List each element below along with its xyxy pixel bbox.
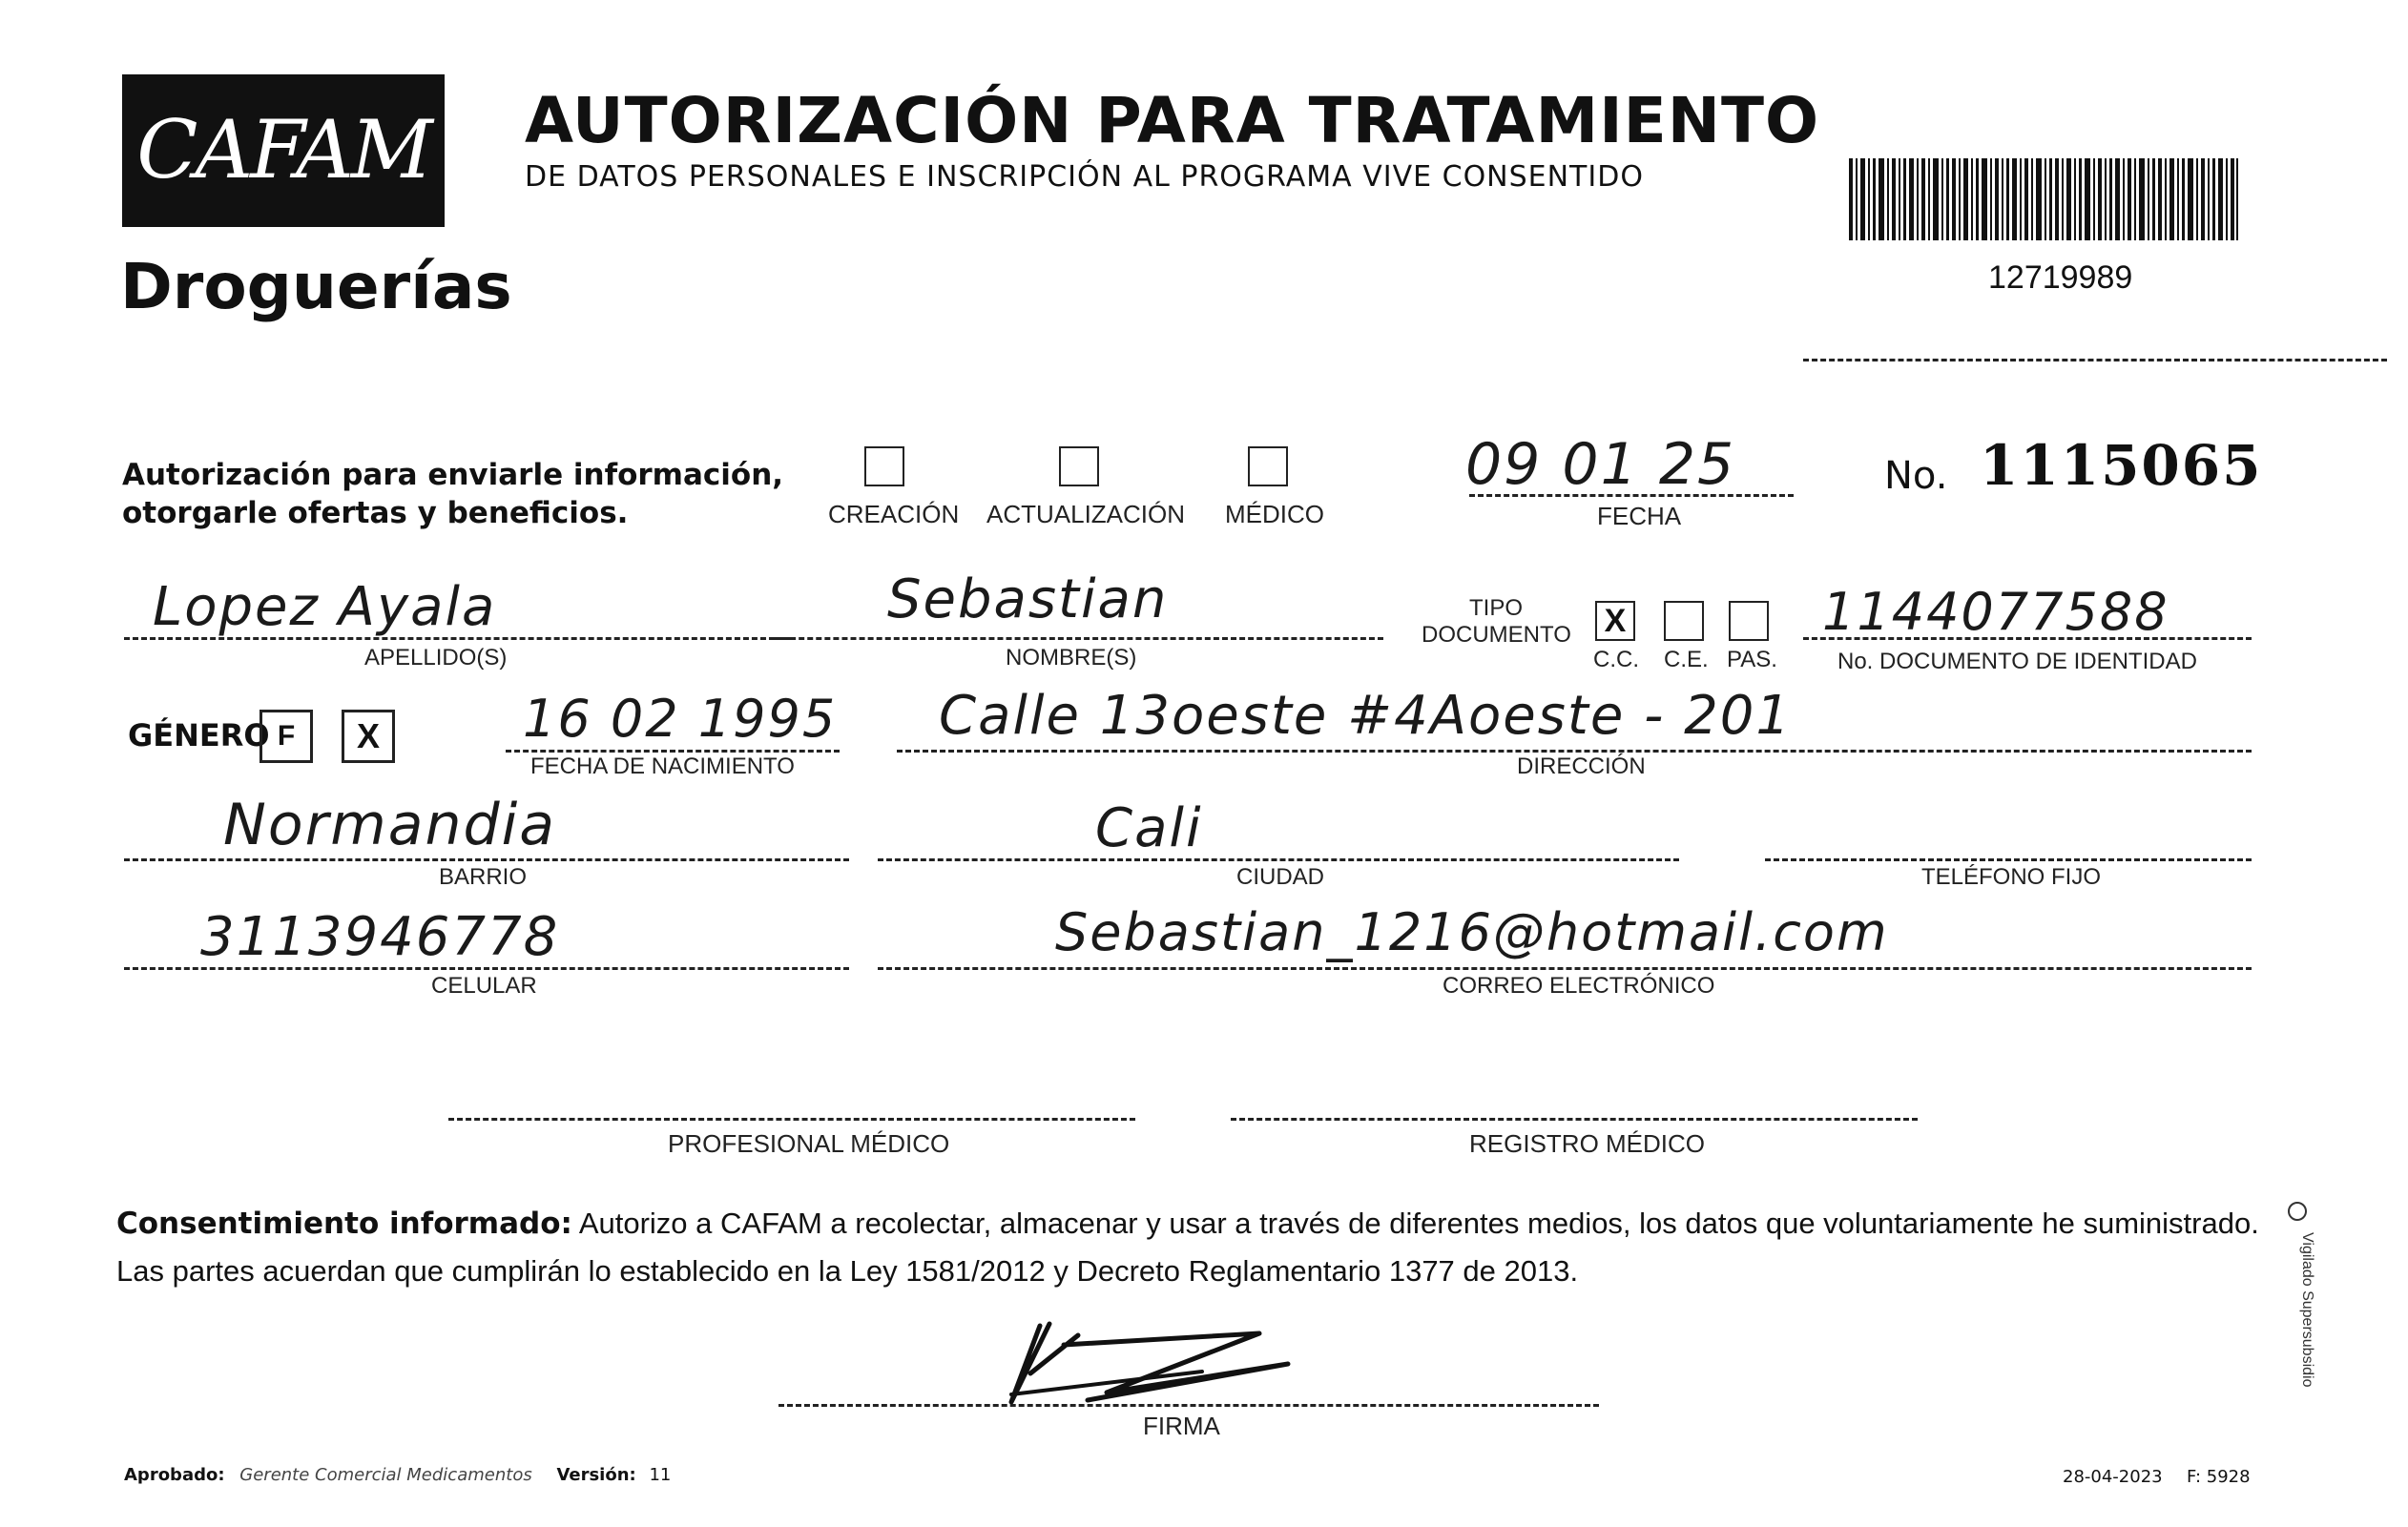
consent-paragraph (116, 1200, 2263, 1295)
barcode-number: 12719989 (1988, 259, 2133, 296)
firma-line[interactable] (778, 1404, 1599, 1407)
aprobado-value: Gerente Comercial Medicamentos (239, 1465, 532, 1485)
barrio-label: BARRIO (439, 864, 528, 890)
barrio-line (124, 858, 849, 861)
fecha-value[interactable]: 09 01 25 (1465, 431, 1736, 498)
ciudad-label: CIUDAD (1236, 864, 1325, 890)
correo-line (878, 967, 2252, 970)
consent-text-1: Autorizo a CAFAM a recolectar, almacenar y usar a través de diferentes medios, los datos que voluntariamente he suministrado. (571, 1207, 2259, 1240)
celular-label: CELULAR (431, 973, 537, 999)
genero-label: GÉNERO (128, 717, 270, 753)
version-value: 11 (649, 1465, 672, 1485)
registro-line[interactable] (1231, 1118, 1918, 1121)
nombres-label: NOMBRE(S) (1006, 645, 1137, 671)
documento-line (1803, 637, 2252, 640)
profesional-line[interactable] (448, 1118, 1135, 1121)
nacimiento-line (506, 750, 840, 753)
brand-subtitle: Droguerías (120, 250, 512, 323)
tipo-label-1: TIPO (1469, 595, 1524, 621)
consent-line-1 (116, 1200, 2263, 1248)
documento-label: No. DOCUMENTO DE IDENTIDAD (1837, 649, 2197, 674)
pas-checkbox[interactable] (1729, 601, 1769, 641)
apellidos-label: APELLIDO(S) (364, 645, 508, 671)
celular-value[interactable]: 3113946778 (200, 906, 560, 968)
correo-label: CORREO ELECTRÓNICO (1443, 973, 1715, 999)
ciudad-value[interactable]: Cali (1095, 797, 1203, 859)
creacion-checkbox[interactable] (864, 446, 904, 486)
celular-line (124, 967, 849, 970)
intro-line-2: otorgarle ofertas y beneficios. (122, 496, 629, 530)
tipo-label-2: DOCUMENTO (1422, 622, 1571, 648)
nombres-value[interactable]: Sebastian (887, 568, 1169, 630)
apellidos-value[interactable]: Lopez Ayala (153, 576, 497, 638)
correo-value[interactable]: Sebastian_1216@hotmail.com (1055, 902, 1889, 962)
apellidos-line (124, 637, 792, 640)
nacimiento-value[interactable]: 16 02 1995 (523, 689, 838, 749)
header-divider (1803, 359, 2387, 361)
genero-m-checkbox[interactable]: X (342, 710, 395, 763)
intro-line-1: Autorización para enviarle información, (122, 458, 784, 492)
ce-checkbox[interactable] (1664, 601, 1704, 641)
direccion-label: DIRECCIÓN (1517, 753, 1646, 779)
cc-checkbox[interactable]: X (1595, 601, 1635, 641)
folio-number: 1115065 (1980, 433, 2263, 498)
direccion-value[interactable]: Calle 13oeste #4Aoeste - 201 (939, 685, 1793, 747)
creacion-label: CREACIÓN (828, 500, 960, 528)
barrio-value[interactable]: Normandia (223, 792, 557, 858)
profesional-label: PROFESIONAL MÉDICO (668, 1129, 950, 1158)
consent-bold: Consentimiento informado: (116, 1207, 572, 1241)
telefono-line[interactable] (1765, 858, 2252, 861)
pas-label: PAS. (1727, 647, 1777, 672)
form-title: AUTORIZACIÓN PARA TRATAMIENTO (525, 84, 1820, 157)
fecha-label: FECHA (1597, 502, 1682, 530)
ce-label: C.E. (1664, 647, 1709, 672)
side-text: Vigilado Supersubsidio (2299, 1232, 2315, 1388)
nombres-line (773, 637, 1383, 640)
aprobado-label: Aprobado: (124, 1465, 225, 1485)
footer-form-code: F: 5928 (2187, 1467, 2251, 1487)
documento-value[interactable]: 1144077588 (1822, 582, 2169, 642)
footer-date: 28-04-2023 (2063, 1467, 2163, 1487)
telefono-label: TELÉFONO FIJO (1921, 864, 2102, 890)
medico-checkbox[interactable] (1248, 446, 1288, 486)
ciudad-line (878, 858, 1679, 861)
barcode-graphic (1849, 158, 2238, 240)
intro-text (122, 456, 783, 532)
footer-approval (124, 1465, 671, 1485)
direccion-line (897, 750, 2252, 753)
actualizacion-checkbox[interactable] (1059, 446, 1099, 486)
form-subtitle: DE DATOS PERSONALES E INSCRIPCIÓN AL PROGRAMA VIVE CONSENTIDO (525, 160, 1644, 194)
folio-prefix: No. (1884, 454, 1948, 498)
fecha-line (1469, 494, 1794, 497)
version-label: Versión: (556, 1465, 636, 1485)
consent-line-2: Las partes acuerdan que cumplirán lo establecido en la Ley 1581/2012 y Decreto Reglamentario 1377 de 2013. (116, 1254, 1579, 1288)
genero-f-checkbox[interactable]: F (259, 710, 313, 763)
registro-label: REGISTRO MÉDICO (1469, 1129, 1706, 1158)
firma-label: FIRMA (1143, 1412, 1220, 1440)
cc-label: C.C. (1593, 647, 1639, 672)
logo-text: CAFAM (136, 103, 430, 196)
cafam-logo (122, 74, 445, 227)
nacimiento-label: FECHA DE NACIMIENTO (530, 753, 795, 779)
actualizacion-label: ACTUALIZACIÓN (986, 500, 1186, 528)
medico-label: MÉDICO (1225, 500, 1324, 528)
side-vertical-text (2278, 1198, 2316, 1408)
